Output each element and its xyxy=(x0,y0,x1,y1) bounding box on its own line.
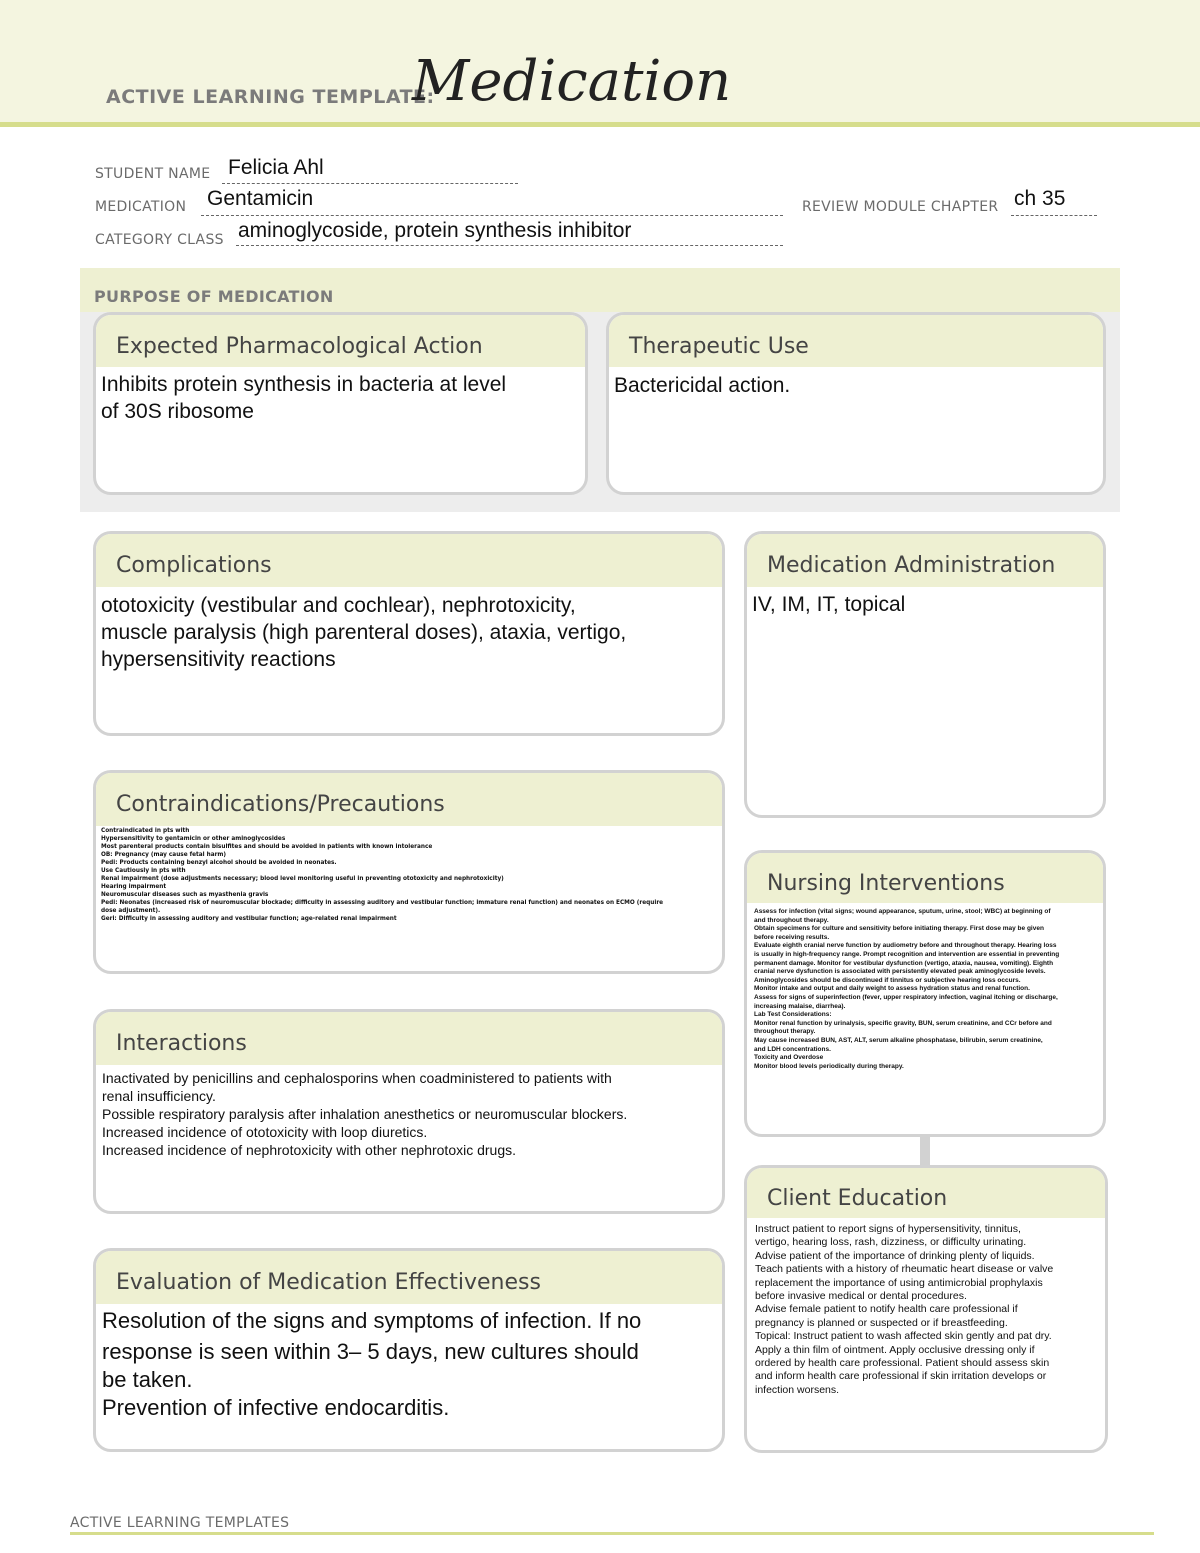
text-line: Instruct patient to report signs of hypersensitivity, tinnitus, xyxy=(755,1223,1021,1235)
text-line: infection worsens. xyxy=(755,1383,840,1396)
complications-title: Complications xyxy=(116,553,272,578)
text-line: Advise patient of the importance of drinking plenty of liquids. xyxy=(755,1249,1035,1262)
medication-line xyxy=(201,215,783,216)
interactions-text[interactable] xyxy=(102,1069,714,1159)
text-line: Increased incidence of ototoxicity with loop diuretics. xyxy=(102,1124,428,1140)
text-line: and throughout therapy. xyxy=(754,916,829,924)
text-line: Aminoglycosides should be discontinued if tinnitus or subjective hearing loss occurs. xyxy=(754,976,1021,984)
nursing-text[interactable] xyxy=(754,908,1097,1071)
complications-card xyxy=(93,531,725,736)
text-line: hypersensitivity reactions xyxy=(101,648,336,671)
text-line: Assess for infection (vital signs; wound appearance, sputum, urine, stool; WBC) at beginning of xyxy=(754,908,1051,915)
text-line: Lab Test Considerations: xyxy=(754,1011,832,1019)
interactions-title: Interactions xyxy=(116,1031,247,1056)
administration-title: Medication Administration xyxy=(767,553,1056,578)
text-line: permanent damage. Monitor for vestibular dysfunction (vertigo, ataxia, nausea, vomiting). Eighth xyxy=(754,959,1054,967)
text-line: replacement the importance of using antimicrobial prophylaxis xyxy=(755,1276,1043,1289)
text-line: vertigo, hearing loss, rash, dizziness, or difficulty urinating. xyxy=(755,1236,1027,1249)
text-line: and LDH concentrations. xyxy=(754,1045,831,1053)
text-line: Monitor renal function by urinalysis, specific gravity, BUN, serum creatinine, and CCr before and xyxy=(754,1019,1052,1027)
text-line: Pedi: Products containing benzyl alcohol should be avoided in neonates. xyxy=(101,858,337,866)
evaluation-text[interactable] xyxy=(102,1307,714,1422)
text-line: increasing malaise, diarrhea). xyxy=(754,1002,846,1010)
evaluation-card xyxy=(93,1248,725,1452)
medication-field[interactable]: Gentamicin xyxy=(207,187,314,210)
text-line: before invasive medical or dental procedures. xyxy=(755,1290,967,1303)
therapeutic-use-card xyxy=(606,312,1106,495)
text-line: OB: Pregnancy (may cause fetal harm) xyxy=(101,850,227,858)
text-line: Possible respiratory paralysis after inhalation anesthetics or neuromuscular blockers. xyxy=(102,1106,628,1122)
purpose-label: PURPOSE OF MEDICATION xyxy=(94,287,334,306)
text-line: May cause increased BUN, AST, ALT, serum alkaline phosphatase, bilirubin, serum creatinine, xyxy=(754,1036,1043,1044)
text-line: Toxicity and Overdose xyxy=(754,1054,824,1062)
text-line: Topical: Instruct patient to wash affected skin gently and pat dry. xyxy=(755,1330,1052,1343)
expected-action-text[interactable] xyxy=(101,371,577,425)
client-education-text[interactable] xyxy=(755,1223,1097,1397)
student-name-line xyxy=(222,183,518,184)
text-line: Apply a thin film of ointment. Apply occlusive dressing only if xyxy=(755,1343,1035,1356)
text-line: ototoxicity (vestibular and cochlear), nephrotoxicity, xyxy=(101,594,576,617)
contraindications-text[interactable] xyxy=(101,826,714,922)
text-line: Evaluate eighth cranial nerve function by audiometry before and throughout therapy. Hearing loss xyxy=(754,942,1057,950)
text-line: cranial nerve dysfunction is associated with persistently elevated peak aminoglycoside levels. xyxy=(754,968,1046,976)
contraindications-title: Contraindications/Precautions xyxy=(116,792,445,817)
template-label: ACTIVE LEARNING TEMPLATE: xyxy=(106,86,435,108)
footer-label: ACTIVE LEARNING TEMPLATES xyxy=(70,1515,290,1531)
text-line: Teach patients with a history of rheumatic heart disease or valve xyxy=(755,1263,1054,1276)
review-module-label: REVIEW MODULE CHAPTER xyxy=(802,199,999,215)
header-rule xyxy=(0,122,1200,127)
text-line: Monitor blood levels periodically during therapy. xyxy=(754,1062,904,1070)
text-line: Inactivated by penicillins and cephalosporins when coadministered to patients with xyxy=(102,1070,612,1086)
text-line: Increased incidence of nephrotoxicity with other nephrotoxic drugs. xyxy=(102,1142,517,1158)
text-line: muscle paralysis (high parenteral doses), ataxia, vertigo, xyxy=(101,621,627,644)
text-line: Geri: Difficulty in assessing auditory and vestibular function; age-related renal impairment xyxy=(101,914,397,922)
text-line: Use Cautiously in pts with xyxy=(101,866,186,874)
text-line: Monitor intake and output and daily weight to assess hydration status and renal function. xyxy=(754,985,1030,993)
review-module-line xyxy=(1011,215,1097,216)
text-line: of 30S ribosome xyxy=(101,400,254,423)
text-line: renal insufficiency. xyxy=(102,1088,216,1104)
text-line: Advise female patient to notify health care professional if xyxy=(755,1303,1018,1316)
expected-action-card xyxy=(93,312,588,495)
complications-text[interactable] xyxy=(101,592,714,673)
client-education-card xyxy=(744,1165,1108,1453)
connector-bar xyxy=(920,1136,930,1166)
nursing-title: Nursing Interventions xyxy=(767,871,1005,896)
text-line: Hypersensitivity to gentamicin or other aminoglycosides xyxy=(101,834,286,842)
text-line: Prevention of infective endocarditis. xyxy=(102,1395,450,1420)
administration-card xyxy=(744,531,1106,818)
text-line: Hearing impairment xyxy=(101,882,167,890)
therapeutic-use-text[interactable] xyxy=(614,372,1095,399)
text-line: ordered by health care professional. Patient should assess skin xyxy=(755,1357,1050,1370)
text-line: before receiving results. xyxy=(754,933,830,941)
student-name-field[interactable]: Felicia Ahl xyxy=(228,156,324,179)
text-line: response is seen within 3– 5 days, new cultures should xyxy=(102,1339,639,1364)
client-education-title: Client Education xyxy=(767,1186,948,1211)
text-line: Bactericidal action. xyxy=(614,374,791,397)
text-line: dose adjustment). xyxy=(101,906,161,914)
category-class-field[interactable]: aminoglycoside, protein synthesis inhibitor xyxy=(238,219,632,242)
text-line: Contraindicated in pts with xyxy=(101,826,190,834)
text-line: Most parenteral products contain bisulfites and should be avoided in patients with known intolerance xyxy=(101,842,433,850)
text-line: Assess for signs of superinfection (fever, upper respiratory infection, vaginal itching or discharge, xyxy=(754,993,1058,1001)
category-class-line xyxy=(236,245,783,246)
expected-action-title: Expected Pharmacological Action xyxy=(116,334,483,359)
category-class-label: CATEGORY CLASS xyxy=(95,232,224,248)
text-line: pregnancy is planned or suspected or if breastfeeding. xyxy=(755,1316,1008,1329)
evaluation-title: Evaluation of Medication Effectiveness xyxy=(116,1270,541,1295)
medication-label: MEDICATION xyxy=(95,199,187,215)
student-name-label: STUDENT NAME xyxy=(95,166,211,182)
nursing-card xyxy=(744,850,1106,1137)
text-line: Pedi: Neonates (increased risk of neuromuscular blockade; difficulty in assessing auditory and vestibular function; immature renal function) and neonates on ECMO (require xyxy=(101,898,664,906)
review-module-field[interactable]: ch 35 xyxy=(1014,187,1066,210)
interactions-card xyxy=(93,1009,725,1214)
text-line: be taken. xyxy=(102,1367,193,1392)
text-line: Resolution of the signs and symptoms of infection. If no xyxy=(102,1308,642,1333)
administration-text[interactable] xyxy=(752,591,1095,618)
text-line: is usually in high-frequency range. Prompt recognition and intervention are essential in preventing xyxy=(754,950,1060,958)
text-line: IV, IM, IT, topical xyxy=(752,593,906,616)
text-line: Renal impairment (dose adjustments necessary; blood level monitoring useful in preventing ototoxicity and nephrotoxicity) xyxy=(101,874,504,882)
contraindications-card xyxy=(93,770,725,974)
template-title: Medication xyxy=(412,49,732,114)
text-line: throughout therapy. xyxy=(754,1028,816,1036)
footer-rule xyxy=(70,1532,1154,1535)
text-line: Inhibits protein synthesis in bacteria at level xyxy=(101,373,507,396)
text-line: Neuromuscular diseases such as myasthenia gravis xyxy=(101,890,269,898)
text-line: Obtain specimens for culture and sensitivity before initiating therapy. First dose may be given xyxy=(754,925,1044,933)
therapeutic-use-title: Therapeutic Use xyxy=(629,334,809,359)
text-line: and inform health care professional if skin irritation develops or xyxy=(755,1370,1047,1383)
